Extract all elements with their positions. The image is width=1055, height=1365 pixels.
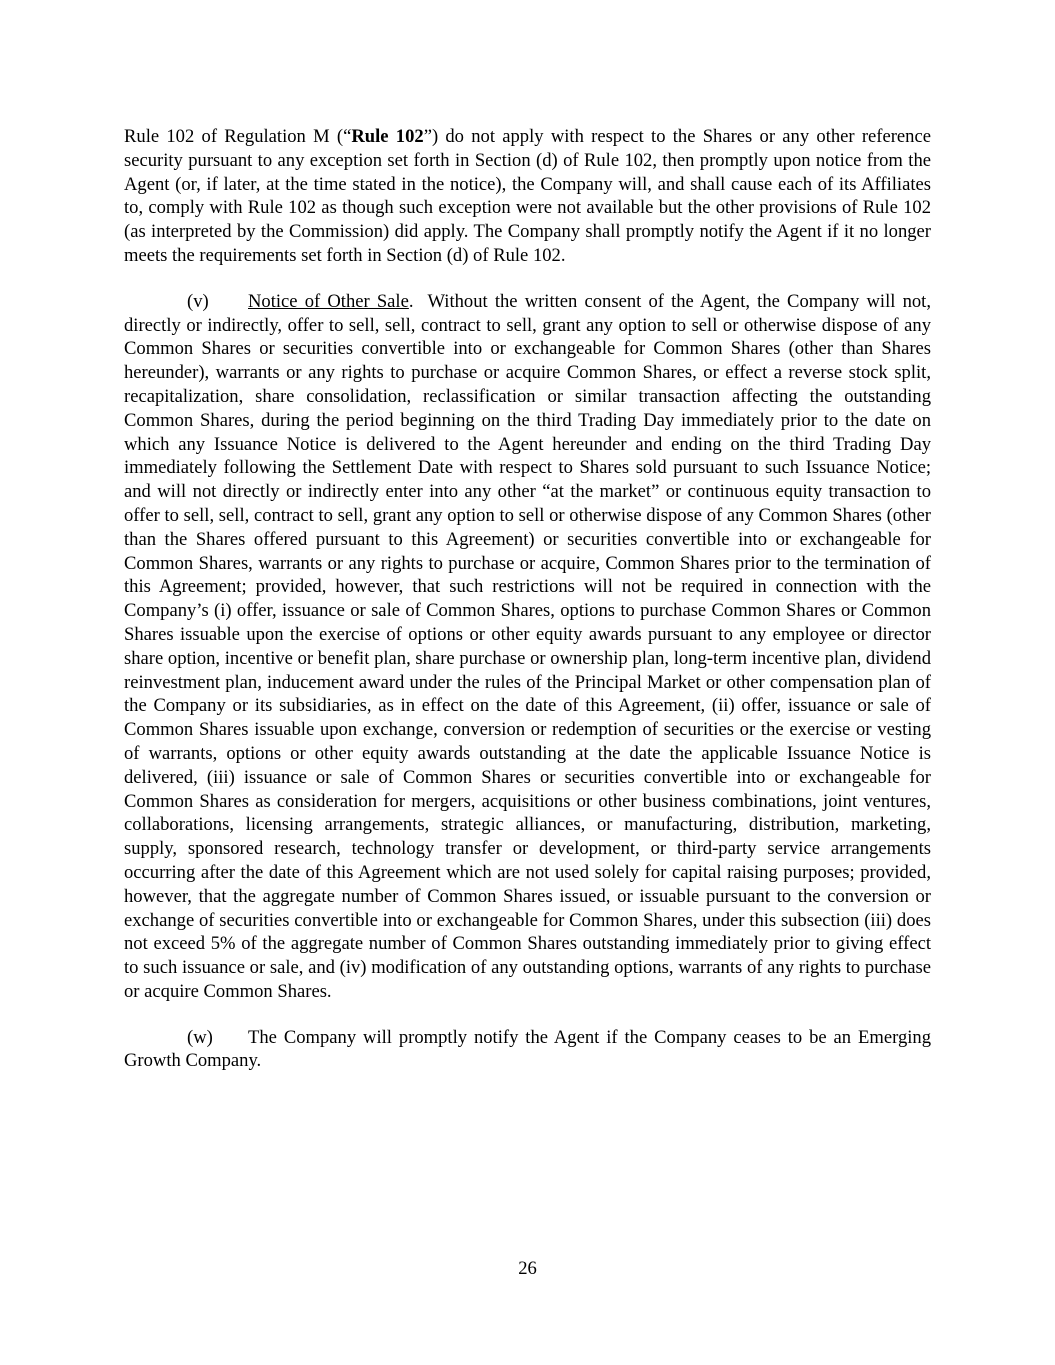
section-heading-notice-of-other-sale: Notice of Other Sale	[248, 290, 409, 312]
paragraph-text: The Company will promptly notify the Agent if the Company ceases to be an Emerging Growth Company.	[124, 1026, 931, 1072]
heading-period: .	[408, 290, 414, 312]
paragraph-w-emerging-growth	[124, 1026, 931, 1074]
paragraph-rule-102-continued	[124, 125, 931, 268]
paragraph-marker-w: (w)	[187, 1026, 213, 1048]
paragraph-text: ”) do not apply with respect to the Shares or any other reference security pursuant to any exception set forth in Section (d) of Rule 102, then promptly upon notice from the Agent (or, if later, at the time stated in the notice), the Company will, and shall cause each of its Affiliates to, comply with Rule 102 as though such exception were not available but the other provisions of Rule 102 (as interpreted by the Commission) did apply. The Company shall promptly notify the Agent if it no longer meets the requirements set forth in Section (d) of Rule 102.	[124, 126, 931, 266]
paragraph-v-notice-of-other-sale	[124, 290, 936, 1004]
defined-term-rule-102: Rule 102	[351, 126, 424, 147]
document-page	[124, 125, 936, 1073]
paragraph-text: Rule 102 of Regulation M (“	[124, 126, 352, 147]
paragraph-marker-v: (v)	[187, 290, 209, 312]
paragraph-text: Without the written consent of the Agent, the Company will not, directly or indirectly, offer to sell, sell, contract to sell, grant any option to sell or otherwise dispose of any Common Shares or securities convertible into or exchangeable for Common Shares (other than Shares hereunder), warrants or any rights to purchase or acquire Common Shares, or effect a reverse stock split, recapitalization, share consolidation, reclassification or similar transaction affecting the outstanding Common Shares, during the period beginning on the third Trading Day immediately prior to the date on which any Issuance Notice is delivered to the Agent hereunder and ending on the third Trading Day immediately following the Settlement Date with respect to Shares sold pursuant to such Issuance Notice; and will not directly or indirectly enter into any other “at the market” or continuous equity transaction to offer to sell, sell, contract to sell, grant any option to sell or otherwise dispose of any Common Shares (other than the Shares offered pursuant to this Agreement) or securities convertible into or exchangeable for Common Shares, warrants or any rights to purchase or acquire, Common Shares prior to the termination of this Agreement; provided, however, that such restrictions will not be required in connection with the Company’s (i) offer, issuance or sale of Common Shares, options to purchase Common Shares or Common Shares issuable upon the exercise of options or other equity awards pursuant to any employee or director share option, incentive or benefit plan, share purchase or ownership plan, long-term incentive plan, dividend reinvestment plan, inducement award under the rules of the Principal Market or other compensation plan of the Company or its subsidiaries, as in effect on the date of this Agreement, (ii) offer, issuance or sale of Common Shares issuable upon exchange, conversion or redemption of securities or the exercise or vesting of warrants, options or other equity awards outstanding at the date the applicable Issuance Notice is delivered, (iii) issuance or sale of Common Shares or securities convertible into or exchangeable for Common Shares as consideration for mergers, acquisitions or other business combinations, joint ventures, collaborations, licensing arrangements, strategic alliances, or manufacturing, distribution, marketing, supply, sponsored research, technology transfer or development, or third-party service arrangements occurring after the date of this Agreement which are not used solely for capital raising purposes; provided, however, that the aggregate number of Common Shares issued, or issuable pursuant to the conversion or exchange of securities convertible into or exchangeable for Common Shares, under this subsection (iii) does not exceed 5% of the aggregate number of Common Shares outstanding immediately prior to giving effect to such issuance or sale, and (iv) modification of any outstanding options, warrants of any rights to purchase or acquire Common Shares.	[124, 290, 936, 1002]
page-number: 26	[518, 1258, 537, 1279]
